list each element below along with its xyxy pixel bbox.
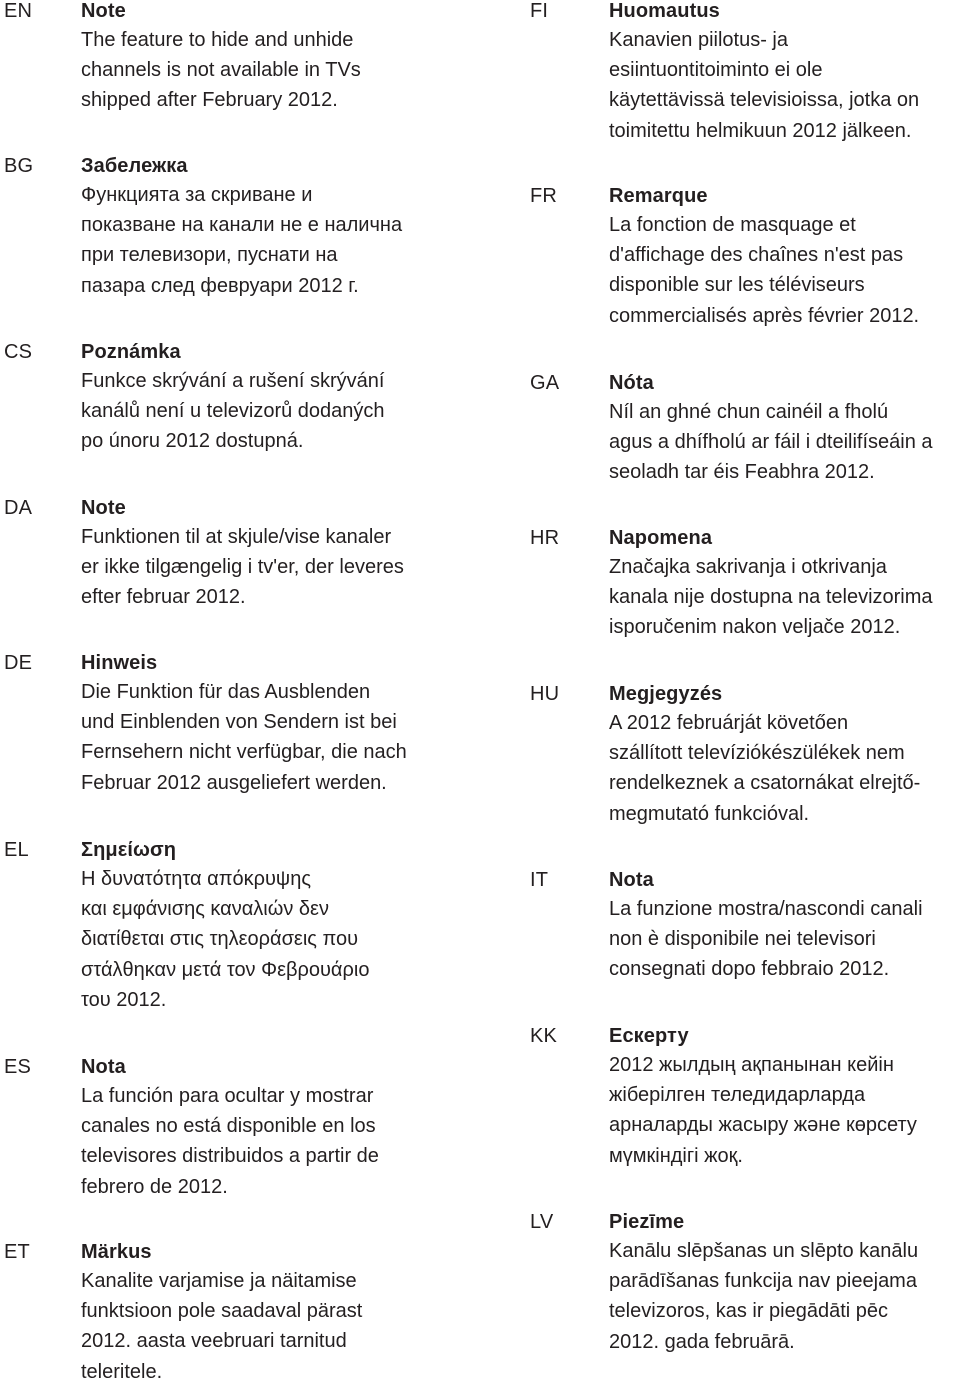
note-text: La funzione mostra/nascondi canali non è disponibile nei televisori consegnati dopo febbraio 2012. <box>609 898 923 981</box>
note-heading: Piezīme <box>609 1211 685 1233</box>
language-code: HR <box>530 527 560 549</box>
note-heading: Napomena <box>609 527 713 549</box>
language-code: DE <box>4 652 33 674</box>
language-code: ET <box>4 1241 30 1263</box>
note-text: Kanālu slēpšanas un slēpto kanālu parādīšanas funkcija nav pieejama televizoros, kas ir piegādāti pēc 2012. gada februārā. <box>609 1240 919 1353</box>
language-code: BG <box>4 155 34 177</box>
note-text: The feature to hide and unhide channels is not available in TVs shipped after February 2012. <box>81 29 361 112</box>
note-heading: Huomautus <box>609 0 720 22</box>
note-text: Značajka sakrivanja i otkrivanja kanala nije dostupna na televizorima isporučenim nakon veljače 2012. <box>609 556 933 639</box>
note-text: Die Funktion für das Ausblenden und Einblenden von Sendern ist bei Fernsehern nicht verfügbar, die nach Februar 2012 ausgeliefert werden. <box>81 681 407 794</box>
language-code: KK <box>530 1025 558 1047</box>
note-text: La fonction de masquage et d'affichage des chaînes n'est pas disponible sur les téléviseurs commercialisés après février 2012. <box>609 214 920 327</box>
note-heading: Σημείωση <box>81 839 177 861</box>
note-text: Kanavien piilotus- ja esiintuontitoiminto ei ole käytettävissä televisioissa, jotka on toimitettu helmikuun 2012 jälkeen. <box>609 29 920 142</box>
note-heading: Nóta <box>609 372 654 394</box>
note-heading: Nota <box>81 1056 126 1078</box>
language-code: LV <box>530 1211 554 1233</box>
note-heading: Megjegyzés <box>609 683 723 705</box>
note-text: A 2012 februárját követően szállított televíziókészülékek nem rendelkeznek a csatornákat elrejtő- megmutató funkcióval. <box>609 712 921 825</box>
language-code: FR <box>530 185 558 207</box>
language-code: GA <box>530 372 560 394</box>
note-text: Η δυνατότητα απόκρυψης και εμφάνισης καναλιών δεν διατίθεται στις τηλεοράσεις που στάλθηκαν μετά τον Φεβρουάριο του 2012. <box>81 868 370 1011</box>
language-code: HU <box>530 683 560 705</box>
language-code: IT <box>530 869 549 891</box>
note-text: Funkce skrývání a rušení skrývání kanálů není u televizorů dodaných po únoru 2012 dostupná. <box>81 370 385 453</box>
note-heading: Note <box>81 497 126 519</box>
note-text: La función para ocultar y mostrar canales no está disponible en los televisores distribuidos a partir de febrero de 2012. <box>81 1085 379 1198</box>
note-heading: Nota <box>609 869 654 891</box>
language-code: CS <box>4 341 33 363</box>
note-heading: Забележка <box>81 155 188 177</box>
note-heading: Poznámka <box>81 341 181 363</box>
note-text: Funktionen til at skjule/vise kanaler er ikke tilgængelig i tv'er, der leveres efter februar 2012. <box>81 526 404 609</box>
note-heading: Märkus <box>81 1241 152 1263</box>
language-code: EN <box>4 0 33 22</box>
note-text: Kanalite varjamise ja näitamise funktsioon pole saadaval pärast 2012. aasta veebruari tarnitud teleritele. <box>81 1270 363 1383</box>
note-heading: Remarque <box>609 185 708 207</box>
language-code: DA <box>4 497 33 519</box>
language-code: ES <box>4 1056 32 1078</box>
note-heading: Ескерту <box>609 1025 689 1047</box>
note-heading: Hinweis <box>81 652 158 674</box>
note-text: 2012 жылдың ақпанынан кейін жіберілген теледидарларда арналарды жасыру және көрсету мүмкіндігі жоқ. <box>609 1054 917 1167</box>
language-code: EL <box>4 839 29 861</box>
note-text: Функцията за скриване и показване на канали не е налична при телевизори, пуснати на пазара след февруари 2012 г. <box>81 184 403 297</box>
note-text: Níl an ghné chun cainéil a fholú agus a dhífholú ar fáil i dteilifíseáin a seoladh tar éis Feabhra 2012. <box>609 401 933 484</box>
note-heading: Note <box>81 0 126 22</box>
language-code: FI <box>530 0 549 22</box>
